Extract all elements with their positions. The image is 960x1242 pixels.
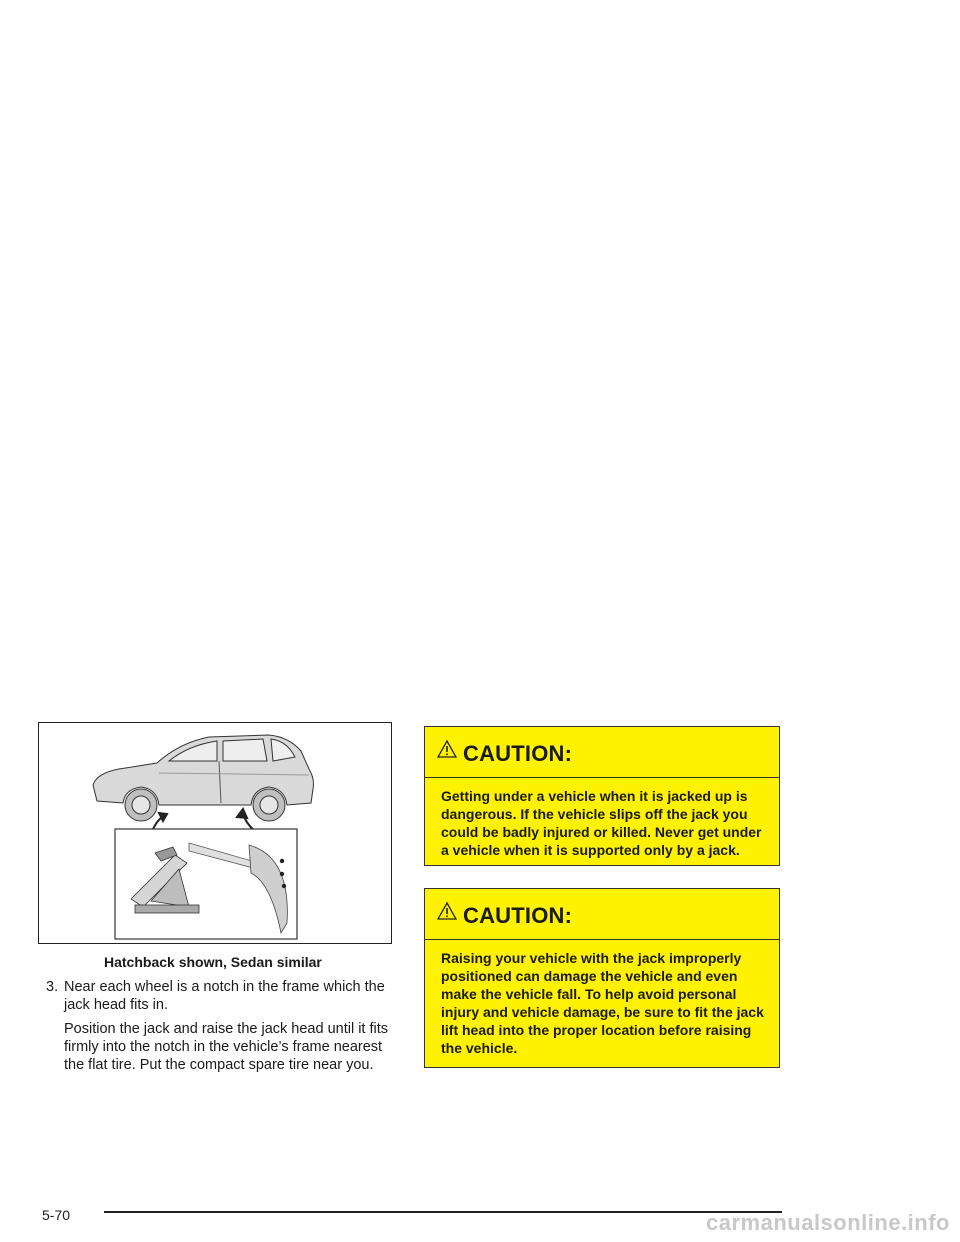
page-number: 5-70 xyxy=(42,1207,71,1223)
warning-triangle-icon xyxy=(437,901,457,921)
caution-header xyxy=(425,727,779,778)
step-number: 3. xyxy=(46,979,59,995)
footer-rule xyxy=(104,1211,782,1213)
caution-body: Raising your vehicle with the jack improperly positioned can damage the vehicle and even make the vehicle fall. To help avoid personal injury and vehicle damage, be sure to fit the jack lift head into the proper location before raising the vehicle. xyxy=(441,950,764,1056)
caution-title: CAUTION: xyxy=(463,903,573,928)
hatchback-car-drawing xyxy=(93,735,314,821)
caution-box xyxy=(424,726,780,866)
jack-detail-inset xyxy=(115,829,297,939)
caution-body: Getting under a vehicle when it is jacked up is dangerous. If the vehicle slips off the jack you could be badly injured or killed. Never get under a vehicle when it is supported only by a jack. xyxy=(441,788,762,858)
step-3 xyxy=(46,978,396,1080)
step-detail: Position the jack and raise the jack head until it fits firmly into the notch in the vehicle’s frame nearest the flat tire. Put the compact spare tire near you. xyxy=(64,1021,389,1073)
caution-title: CAUTION: xyxy=(463,741,573,766)
step-text: Near each wheel is a notch in the frame which the jack head fits in. xyxy=(64,979,385,1013)
caution-header xyxy=(425,889,779,940)
warning-triangle-icon xyxy=(437,739,457,759)
caution-box xyxy=(424,888,780,1068)
watermark: carmanualsonline.info xyxy=(706,1210,950,1235)
jacking-illustration xyxy=(38,722,392,944)
figure-caption: Hatchback shown, Sedan similar xyxy=(104,954,322,970)
car-and-jack-drawing xyxy=(39,723,393,945)
